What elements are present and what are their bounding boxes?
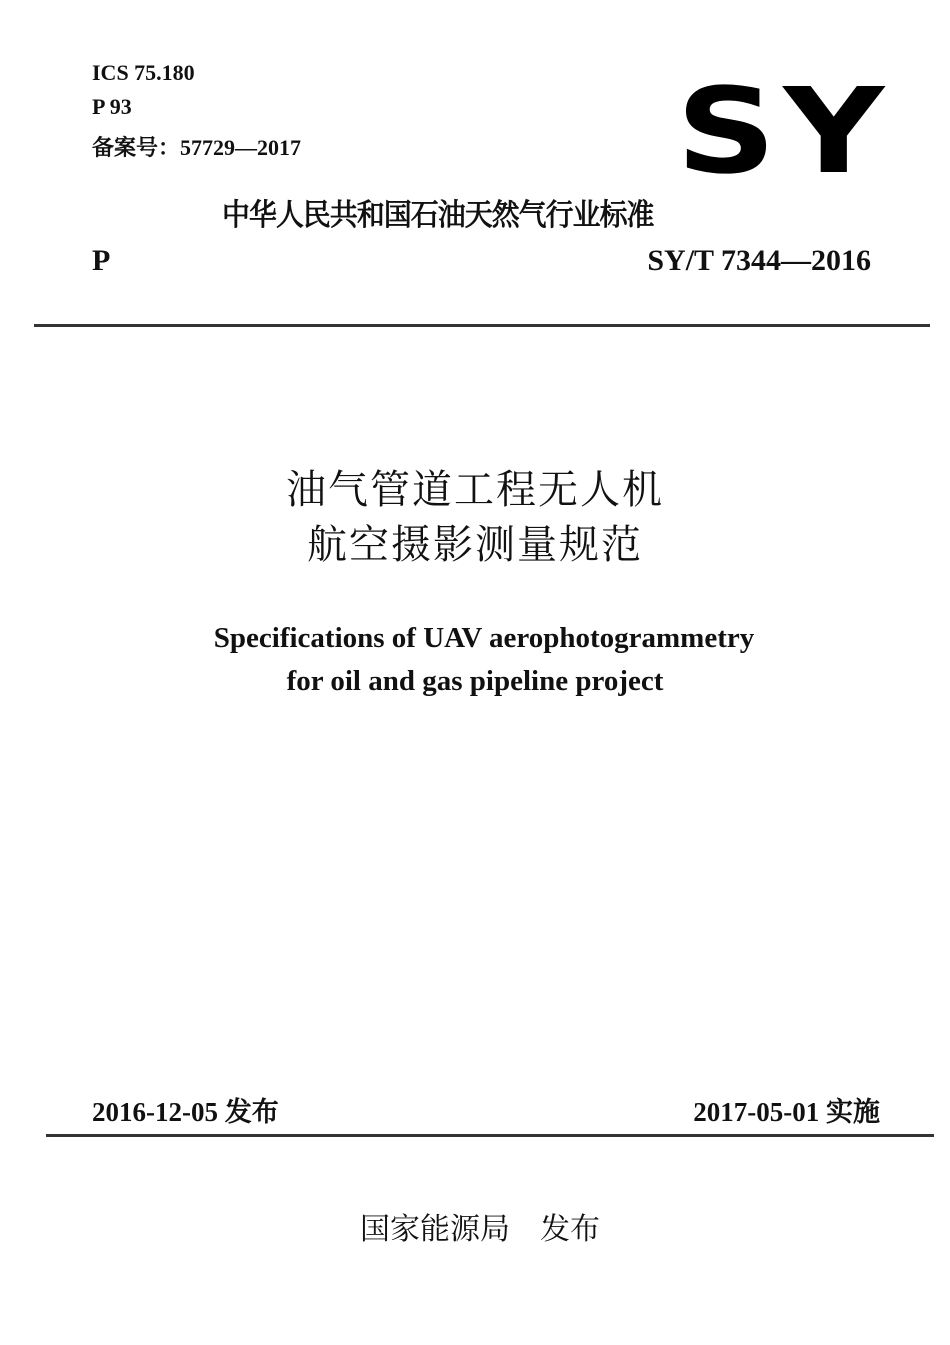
top-divider — [34, 324, 930, 327]
ics-code: ICS 75.180 — [92, 60, 195, 85]
standard-number: SY/T 7344—2016 — [647, 244, 871, 277]
implementation-date: 2017-05-01 实施 — [693, 1097, 880, 1127]
filing-number: 备案号：57729—2017 — [92, 135, 302, 160]
sy-logo: SY — [676, 62, 892, 200]
title-chinese-line-1: 油气管道工程无人机 — [286, 467, 664, 513]
title-chinese-line-2: 航空摄影测量规范 — [307, 522, 643, 568]
publisher: 国家能源局 发布 — [360, 1212, 600, 1247]
issue-date: 2016-12-05 发布 — [92, 1097, 279, 1127]
title-english-line-2: for oil and gas pipeline project — [286, 665, 664, 697]
bottom-divider — [46, 1134, 934, 1137]
ccs-code: P 93 — [92, 94, 132, 119]
title-english-line-1: Specifications of UAV aerophotogrammetry — [213, 622, 755, 654]
standard-organization: 中华人民共和国石油天然气行业标准 — [222, 198, 654, 233]
classification-letter: P — [92, 244, 111, 277]
